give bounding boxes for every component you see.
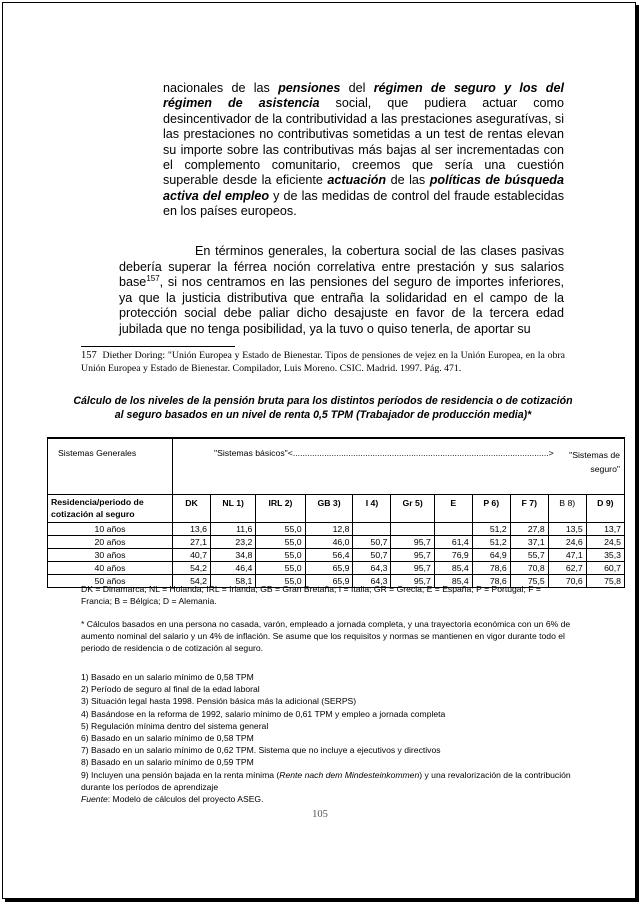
table-cell: 75,8: [586, 575, 624, 588]
table-cell: 13,7: [586, 523, 624, 536]
table-cell: 78,6: [472, 575, 510, 588]
table-cell: 12,8: [305, 523, 353, 536]
paragraph-2-text: En términos generales, la cobertura social de las clases pasivas debería superar la férrea noción correlativa entre prestación y sus salarios base: [119, 244, 564, 290]
table-cell: 27,8: [510, 523, 548, 536]
abbreviation-legend: DK = Dinamarca; NL = Holanda; IRL = Irlanda; GB = Gran Bretaña; I = Italia; GR = Grecia; E = España; P = Portugal; F = Francia; B = Bélgica; D = Alemania.: [81, 584, 541, 607]
sistemas-seguro-header: "Sistemas de seguro": [569, 450, 620, 474]
table-cell: 85,4: [434, 562, 472, 575]
table-cell: 78,6: [472, 562, 510, 575]
table-cell: 40,7: [173, 549, 211, 562]
note-item: [81, 769, 571, 793]
sistemas-basicos-header: "Sistemas básicos"<..........................................................................................................>: [214, 448, 554, 458]
note-emphasis: Rente nach dem Mindesteinkommen: [279, 769, 420, 780]
column-header: I 4): [353, 495, 391, 523]
table-cell: 64,3: [353, 575, 391, 588]
sistemas-generales-header: Sistemas Generales: [48, 438, 173, 495]
paragraph-1-text: de las: [386, 173, 430, 188]
table-cell: 58,1: [210, 575, 255, 588]
table-cell: 95,7: [391, 549, 434, 562]
table-cell: 54,2: [173, 562, 211, 575]
column-header: NL 1): [210, 495, 255, 523]
table-cell: 24,5: [586, 536, 624, 549]
row-label: 40 años: [48, 562, 173, 575]
paragraph-2-continuation: , si nos centramos en las pensiones del seguro de importes inferiores, ya que la justicia distributiva que entraña la solidaridad en el campo de la protección social debe paliar dicho desajuste en favor de la tercera edad jubilada que no tenga posibilidad, ya la tuvo o quiso tenerla, de aportar su: [119, 275, 564, 336]
column-header: F 7): [510, 495, 548, 523]
paragraph-1-text: social, que pudiera actuar como desincentivador de la contributividad a las prestaciones aseguratívas, si las prestaciones no contributivas sometidas a un test de rentas elevan su importe sobre las contributivas más bajas al ser incrementadas con el complemento comunitario, creemos que sería una cuestión superable desde la eficiente: [163, 96, 564, 188]
table-cell: 13,6: [173, 523, 211, 536]
paragraph-1-text: nacionales de las: [163, 81, 279, 95]
table-caption: Cálculo de los niveles de la pensión bruta para los distintos períodos de residencia o de cotización al seguro basados en un nivel de renta 0,5 TPM (Trabajador de producción media)*: [73, 395, 573, 421]
body-paragraph-1: [163, 81, 564, 220]
table-cell: 51,2: [472, 523, 510, 536]
emphasis-text: pensiones: [278, 81, 341, 95]
paragraph-1-text: y de las medidas de control del fraude establecidas en los países europeos.: [163, 188, 564, 219]
column-header: GB 3): [305, 495, 353, 523]
emphasis-text: políticas de búsqueda activa del empleo: [163, 173, 564, 203]
table-cell: 75,5: [510, 575, 548, 588]
table-cell: 24,6: [548, 536, 586, 549]
table-cell: 37,1: [510, 536, 548, 549]
note-item: 4) Basándose en la reforma de 1992, salario mínimo de 0,61 TPM y empleo a jornada completa: [81, 708, 446, 719]
note-item: 8) Basado en un salario mínimo de 0,59 TPM: [81, 757, 254, 768]
row-label: 30 años: [48, 549, 173, 562]
table-cell: 34,8: [210, 549, 255, 562]
table-cell: 51,2: [472, 536, 510, 549]
table-cell: 64,3: [353, 562, 391, 575]
note-item: 5) Regulación mínima dentro del sistema general: [81, 720, 269, 731]
source-note: [81, 793, 571, 805]
table-cell: 95,7: [391, 562, 434, 575]
table-cell: 50,7: [353, 536, 391, 549]
table-cell: 70,6: [548, 575, 586, 588]
table-cell: 55,0: [256, 549, 305, 562]
note-item: 7) Basado en un salario mínimo de 0,62 TPM. Sistema que no incluye a ejecutivos y directivos: [81, 745, 441, 756]
table-cell: 11,6: [210, 523, 255, 536]
table-cell: 60,7: [586, 562, 624, 575]
table-cell: 27,1: [173, 536, 211, 549]
page-number: 105: [312, 809, 328, 820]
sistemas-header-cell: [173, 438, 625, 495]
table-cell: 70,8: [510, 562, 548, 575]
source-label: Fuente: [81, 794, 108, 805]
column-header: P 6): [472, 495, 510, 523]
document-page: [2, 2, 636, 899]
table-cell: 55,0: [256, 536, 305, 549]
asterisk-note: * Cálculos basados en una persona no casada, varón, empleado a jornada completa, y una trayectoria económica con un 6% de aumento nominal del salario y un 4% de inflación. Se asume que los requisitos y normas se mantienen en vigor durante todo el periodo de residencia o de cotización al seguro.: [81, 619, 571, 654]
emphasis-text: actuación: [327, 173, 387, 188]
pension-table: [47, 437, 625, 588]
row-header-label: Residencia/periodo de cotización al seguro: [48, 495, 173, 523]
table-cell: 62,7: [548, 562, 586, 575]
paragraph-1-text: del: [340, 81, 374, 95]
table-row: [48, 523, 625, 536]
footnote-reference[interactable]: 157: [146, 274, 160, 283]
table-cell: 23,2: [210, 536, 255, 549]
emphasis-text: régimen de seguro y los del régimen de asistencia: [163, 81, 564, 111]
table-cell: 56,4: [305, 549, 353, 562]
note-item: 6) Basado en un salario mínimo de 0,58 TPM: [81, 733, 254, 744]
column-header: D 9): [586, 495, 624, 523]
table-row: [48, 549, 625, 562]
row-label: 20 años: [48, 536, 173, 549]
body-paragraph-2: [119, 244, 564, 338]
footnote-number: 157: [81, 350, 97, 361]
table-cell: 65,9: [305, 562, 353, 575]
column-header: DK: [173, 495, 211, 523]
table-row: [48, 562, 625, 575]
table-cell: 55,0: [256, 575, 305, 588]
footnote: [81, 350, 565, 375]
row-label: 10 años: [48, 523, 173, 536]
column-header: E: [434, 495, 472, 523]
table-cell: 54,2: [173, 575, 211, 588]
source-text: : Modelo de cálculos del proyecto ASEG.: [107, 794, 264, 805]
footnote-separator: [81, 346, 235, 347]
table-cell: [434, 523, 472, 536]
note-text: 9) Incluyen una pensión bajada en la renta mínima (: [81, 769, 280, 780]
table-row: [48, 536, 625, 549]
column-header: Gr 5): [391, 495, 434, 523]
table-cell: 76,9: [434, 549, 472, 562]
table-cell: 95,7: [391, 575, 434, 588]
table-cell: 50,7: [353, 549, 391, 562]
column-header: B 8): [548, 495, 586, 523]
note-item: 3) Situación legal hasta 1998. Pensión básica más la adicional (SERPS): [81, 696, 357, 707]
table-cell: 65,9: [305, 575, 353, 588]
column-header-row: [48, 495, 625, 523]
table-cell: 55,7: [510, 549, 548, 562]
footnote-text: Diether Doring: "Unión Europea y Estado de Bienestar. Tipos de pensiones de vejez en la Unión Europea, en la obra Unión Europea y Estado de Bienestar. Compilador, Luis Moreno. CSIC. Madrid. 1997. Pág. 471.: [81, 350, 566, 374]
table-cell: 35,3: [586, 549, 624, 562]
table-cell: 55,0: [256, 523, 305, 536]
note-text: ) y una revalorización de la contribución durante los períodos de aprendizaje: [81, 769, 571, 792]
table-cell: 46,4: [210, 562, 255, 575]
table-cell: 64,9: [472, 549, 510, 562]
table-cell: 46,0: [305, 536, 353, 549]
table-cell: [353, 523, 391, 536]
table-cell: 85,4: [434, 575, 472, 588]
row-label: 50 años: [48, 575, 173, 588]
table-cell: 61,4: [434, 536, 472, 549]
table-body: [48, 523, 625, 588]
numbered-notes: [81, 671, 571, 805]
note-item: 1) Basado en un salario mínimo de 0,58 TPM: [81, 672, 254, 682]
column-header: IRL 2): [256, 495, 305, 523]
note-item: 2) Período de seguro al final de la edad laboral: [81, 684, 260, 695]
table-cell: 47,1: [548, 549, 586, 562]
table-cell: [391, 523, 434, 536]
table-cell: 13,5: [548, 523, 586, 536]
table-cell: 95,7: [391, 536, 434, 549]
table-cell: 55,0: [256, 562, 305, 575]
